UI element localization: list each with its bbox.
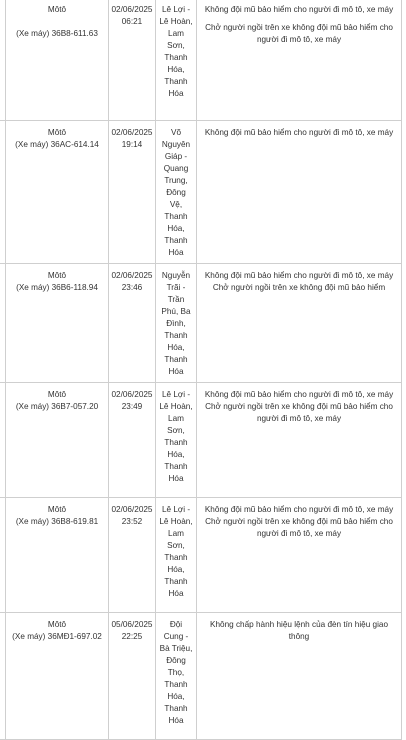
license-plate: (Xe máy) 36AC-614.14 [15, 140, 99, 149]
vehicle-type: Môtô [47, 620, 67, 629]
violation-text: Chở người ngồi trên xe không đội mũ bảo hiểm cho người đi mô tô, xe máy [205, 402, 393, 423]
vehicle-cell [6, 613, 109, 740]
violation-text: Không đội mũ bảo hiểm cho người đi mô tô, xe máy [204, 5, 394, 14]
vehicle-cell [6, 264, 109, 383]
vehicle-type: Môtô [47, 5, 67, 14]
violation-text: Chở người ngồi trên xe không đội mũ bảo hiểm cho người đi mô tô, xe máy [205, 517, 393, 538]
violation-cell [197, 383, 402, 498]
datetime-cell [109, 613, 156, 740]
table-row [0, 613, 402, 740]
vehicle-cell [6, 383, 109, 498]
violation-text: Không chấp hành hiệu lệnh của đèn tín hiệu giao thông [210, 620, 388, 641]
violation-cell [197, 498, 402, 613]
location-cell: Đội Cung - Bà Triệu, Đông Thọ, Thanh Hóa, Thanh Hóa [156, 613, 197, 740]
table-row [0, 264, 402, 383]
violation-date: 05/06/2025 [111, 620, 153, 629]
location-cell: Nguyễn Trãi - Trần Phú, Ba Đình, Thanh Hóa, Thanh Hóa [156, 264, 197, 383]
vehicle-type: Môtô [47, 271, 67, 280]
license-plate: (Xe máy) 36B8-619.81 [15, 517, 99, 526]
violation-time: 06:21 [121, 17, 143, 26]
vehicle-cell [6, 121, 109, 264]
violation-text: Không đội mũ bảo hiểm cho người đi mô tô, xe máy [204, 128, 394, 137]
location-cell: Lê Lợi - Lê Hoàn, Lam Sơn, Thanh Hóa, Thanh Hóa [156, 383, 197, 498]
table-row [0, 498, 402, 613]
location-cell: Lê Lợi - Lê Hoàn, Lam Sơn, Thanh Hóa, Thanh Hóa [156, 0, 197, 121]
vehicle-type: Môtô [47, 128, 67, 137]
violation-text: Không đội mũ bảo hiểm cho người đi mô tô, xe máy [204, 505, 394, 514]
datetime-cell [109, 0, 156, 121]
datetime-cell [109, 264, 156, 383]
datetime-cell [109, 383, 156, 498]
violation-text: Không đội mũ bảo hiểm cho người đi mô tô, xe máy [204, 271, 394, 280]
violation-time: 23:52 [121, 517, 143, 526]
license-plate: (Xe máy) 36B6-118.94 [16, 283, 98, 292]
violation-date: 02/06/2025 [111, 390, 153, 399]
violation-date: 02/06/2025 [111, 271, 153, 280]
vehicle-cell [6, 498, 109, 613]
violation-cell [197, 264, 402, 383]
datetime-cell [109, 498, 156, 613]
violation-text: Không đội mũ bảo hiểm cho người đi mô tô, xe máy [204, 390, 394, 399]
violation-time: 23:46 [121, 283, 143, 292]
violation-cell [197, 0, 402, 121]
table-row [0, 121, 402, 264]
location-cell: Lê Lợi - Lê Hoàn, Lam Sơn, Thanh Hóa, Thanh Hóa [156, 498, 197, 613]
table-row [0, 0, 402, 121]
violation-cell [197, 121, 402, 264]
violation-date: 02/06/2025 [111, 505, 153, 514]
violation-text: Chở người ngồi trên xe không đội mũ bảo hiểm [212, 283, 386, 292]
license-plate: (Xe máy) 36MĐ1-697.02 [12, 632, 102, 641]
violation-date: 02/06/2025 [111, 128, 153, 137]
location-cell: Võ Nguyên Giáp - Quang Trung, Đông Vệ, Thanh Hóa, Thanh Hóa [156, 121, 197, 264]
vehicle-cell [6, 0, 109, 121]
license-plate: (Xe máy) 36B7-057.20 [15, 402, 99, 411]
vehicle-type: Môtô [47, 390, 67, 399]
violation-time: 19:14 [121, 140, 143, 149]
violation-time: 22:25 [121, 632, 143, 641]
vehicle-type: Môtô [47, 505, 67, 514]
table-row [0, 383, 402, 498]
datetime-cell [109, 121, 156, 264]
violation-date: 02/06/2025 [111, 5, 153, 14]
violation-text: Chở người ngồi trên xe không đội mũ bảo hiểm cho người đi mô tô, xe máy [205, 23, 393, 44]
violation-cell [197, 613, 402, 740]
license-plate: (Xe máy) 36B8-611.63 [16, 29, 98, 38]
violation-time: 23:49 [121, 402, 143, 411]
